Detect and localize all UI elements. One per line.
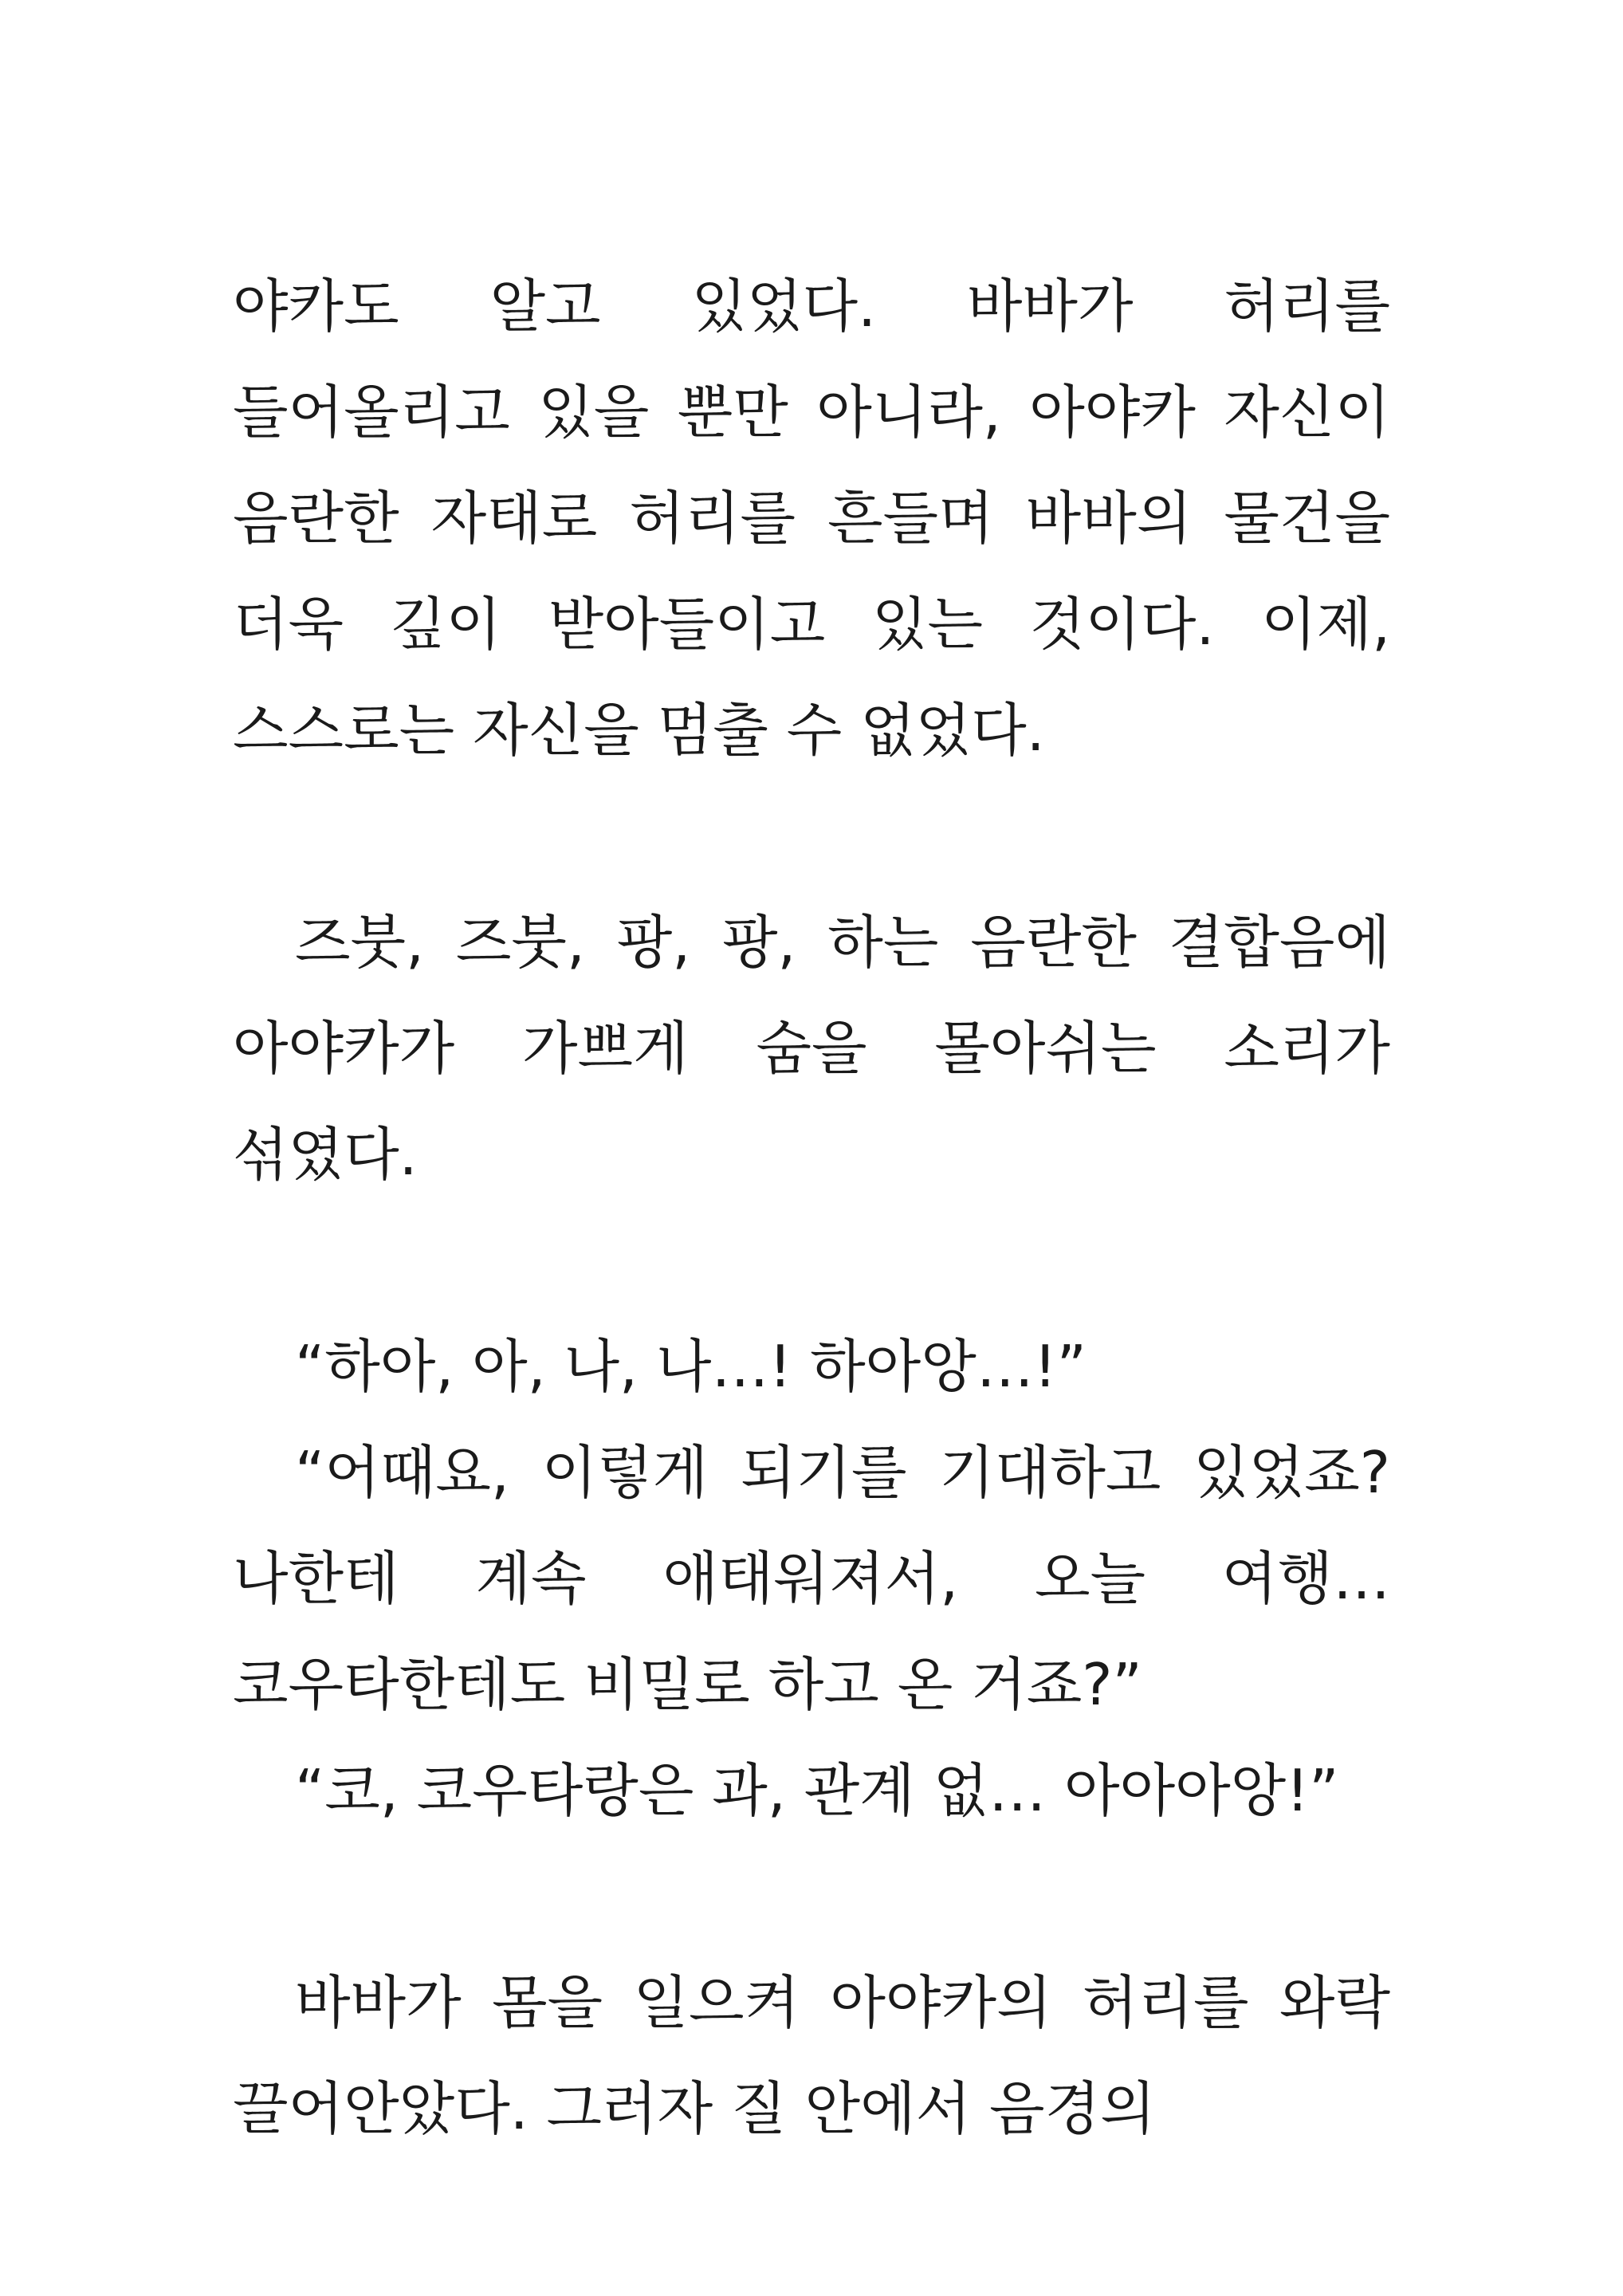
- dialogue-3: “코, 코우타랑은 과, 관계 없… 아아아앙!”: [295, 1757, 1339, 1824]
- paragraph-2: 즈붓, 즈붓, 팡, 팡, 하는 음란한 결합음에 아야카가 가쁘게 숨을 몰아쉬는 소리가 섞였다.: [233, 909, 1390, 1188]
- paragraph-3: 바바가 몸을 일으켜 아야카의 허리를 와락 끌어안았다. 그러자 질 안에서 음경의: [233, 1969, 1390, 2142]
- paragraph-1: 야카도 알고 있었다. 바바가 허리를 들어올리고 있을 뿐만 아니라, 아야카 자신이 음란한 자태로 허리를 흔들며 바바의 물건을 더욱 깊이 받아들이고 있는 것이다. 이제, 스스로는 자신을 멈출 수 없었다.: [233, 273, 1390, 764]
- dialogue-1: “하아, 아, 나, 나…! 하아앙…!”: [295, 1333, 1087, 1400]
- page-body: [233, 254, 1390, 2162]
- dialogue-2: “어때요, 이렇게 되기를 기대하고 있었죠? 나한테 계속 애태워져서, 오늘 여행… 코우타한테도 비밀로 하고 온 거죠?”: [233, 1439, 1390, 1718]
